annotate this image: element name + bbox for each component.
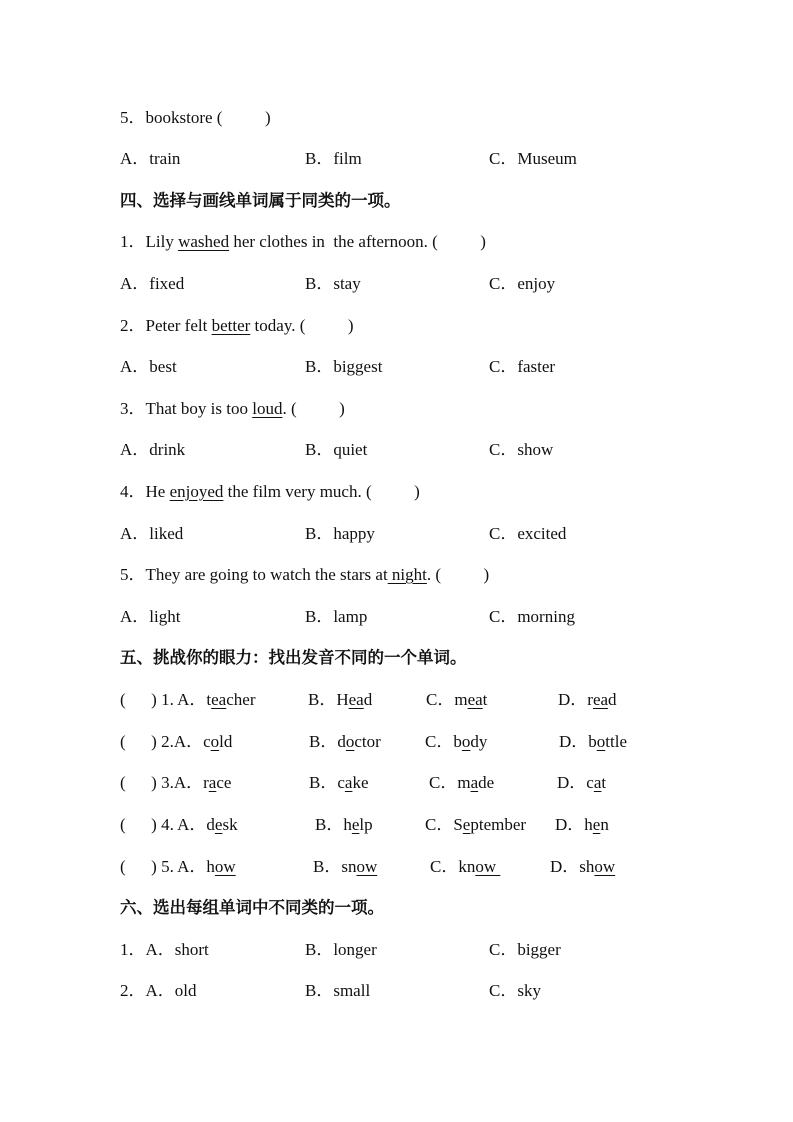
word-start: B．sn <box>313 857 357 876</box>
pronunciation-row-1-d <box>558 689 617 711</box>
row-lead: ( ) 5. A．h <box>120 857 215 876</box>
row-lead: ( ) 3.A．r <box>120 773 209 792</box>
pronunciation-row-2-c <box>425 731 487 753</box>
pronunciation-row-3-b <box>309 772 368 794</box>
question-3-5-stem: 5．bookstore ( ) <box>120 108 271 127</box>
word-start: C．m <box>429 773 471 792</box>
pronunciation-row-4-c <box>425 814 526 836</box>
option-b: B．film <box>305 149 362 168</box>
underlined-letters: o <box>461 732 471 751</box>
word-start: B．H <box>308 690 349 709</box>
stem-text: 1．Lily <box>120 232 179 251</box>
underlined-letters: a <box>208 773 217 792</box>
underlined-word: washed <box>178 232 230 251</box>
question-4-1-stem <box>120 231 486 253</box>
word-rest: lp <box>359 815 373 834</box>
stem-text: the film very much. ( ) <box>223 482 420 501</box>
option-a: A．best <box>120 357 177 376</box>
pronunciation-row-2-b <box>309 731 381 753</box>
stem-text: . ( ) <box>282 399 345 418</box>
word-rest: t <box>482 690 488 709</box>
word-start: C．S <box>425 815 463 834</box>
underlined-letters: ow <box>214 857 236 876</box>
section-4-title: 四、选择与画线单词属于同类的一项。 <box>120 191 401 210</box>
section-5-title: 五、挑战你的眼力：找出发音不同的一个单词。 <box>120 648 467 667</box>
stem-text: . ( ) <box>426 565 490 584</box>
underlined-letters: ea <box>592 690 609 709</box>
stem-text: 2．Peter felt <box>120 316 212 335</box>
option-a: A．drink <box>120 440 186 459</box>
underlined-letters: e <box>592 815 601 834</box>
pronunciation-row-2-d <box>559 731 627 753</box>
row-lead: ( ) 4. A．d <box>120 815 215 834</box>
option-b: B．biggest <box>305 357 383 376</box>
word-rest: n <box>600 815 609 834</box>
pronunciation-row-4-b <box>315 814 373 836</box>
question-6-2-option-a: 2．A．old <box>120 981 197 1000</box>
word-start: D．sh <box>550 857 595 876</box>
stem-text: today. ( ) <box>250 316 354 335</box>
word-rest: ce <box>216 773 232 792</box>
question-4-2-stem <box>120 315 354 337</box>
word-rest: de <box>478 773 495 792</box>
question-6-2-option-b: B．small <box>305 981 371 1000</box>
word-start: C．b <box>425 732 462 751</box>
word-start: C．m <box>426 690 468 709</box>
pronunciation-row-5-a <box>120 856 236 878</box>
word-start: B．d <box>309 732 346 751</box>
underlined-letters: e <box>214 815 223 834</box>
word-rest: ld <box>219 732 233 751</box>
stem-text: 3．That boy is too <box>120 399 253 418</box>
pronunciation-row-1-c <box>426 689 487 711</box>
option-b: B．quiet <box>305 440 368 459</box>
underlined-letters: ea <box>348 690 364 709</box>
underlined-letters: a <box>593 773 602 792</box>
stem-text: her clothes in the afternoon. ( ) <box>229 232 486 251</box>
pronunciation-row-4-d <box>555 814 609 836</box>
pronunciation-row-5-b <box>313 856 377 878</box>
option-b: B．happy <box>305 524 375 543</box>
word-start: C．kn <box>430 857 476 876</box>
pronunciation-row-3-d <box>557 772 606 794</box>
question-6-2-option-c: C．sky <box>489 981 541 1000</box>
word-start: D．b <box>559 732 597 751</box>
underlined-letters: ow <box>594 857 616 876</box>
option-c: C．enjoy <box>489 274 556 293</box>
word-rest: ke <box>352 773 369 792</box>
word-rest: ttle <box>605 732 627 751</box>
question-6-1-option-b: B．longer <box>305 940 377 959</box>
pronunciation-row-1-b <box>308 689 372 711</box>
question-4-4-stem <box>120 481 420 503</box>
option-c: C．show <box>489 440 554 459</box>
option-a: A．train <box>120 149 181 168</box>
word-start: B．c <box>309 773 345 792</box>
word-start: D．r <box>558 690 593 709</box>
word-start: B．h <box>315 815 352 834</box>
pronunciation-row-4-a <box>120 814 238 836</box>
pronunciation-row-3-a <box>120 772 231 794</box>
underlined-word: night <box>387 565 427 584</box>
pronunciation-row-5-c <box>430 856 500 878</box>
underlined-word: better <box>211 316 251 335</box>
section-6-title: 六、选出每组单词中不同类的一项。 <box>120 898 384 917</box>
option-a: A．liked <box>120 524 184 543</box>
option-a: A．light <box>120 607 181 626</box>
underlined-letters: e <box>462 815 471 834</box>
word-rest: d <box>608 690 617 709</box>
word-start: D．h <box>555 815 593 834</box>
question-4-3-stem <box>120 398 345 420</box>
word-rest: t <box>601 773 607 792</box>
word-rest: ctor <box>354 732 381 751</box>
option-b: B．lamp <box>305 607 368 626</box>
underlined-letters: o <box>345 732 355 751</box>
option-c: C．excited <box>489 524 567 543</box>
underlined-letters: o <box>210 732 220 751</box>
word-rest: ptember <box>470 815 527 834</box>
underlined-letters: ow <box>356 857 378 876</box>
question-6-1-option-a: 1．A．short <box>120 940 209 959</box>
word-rest: d <box>363 690 373 709</box>
option-c: C．Museum <box>489 149 577 168</box>
option-b: B．stay <box>305 274 361 293</box>
underlined-letters: e <box>351 815 360 834</box>
option-a: A．fixed <box>120 274 185 293</box>
word-rest: cher <box>226 690 256 709</box>
pronunciation-row-2-a <box>120 731 232 753</box>
option-c: C．faster <box>489 357 556 376</box>
question-6-1-option-c: C．bigger <box>489 940 561 959</box>
underlined-letters: ea <box>467 690 483 709</box>
word-rest: sk <box>222 815 238 834</box>
option-c: C．morning <box>489 607 575 626</box>
underlined-letters: ow <box>475 857 501 876</box>
underlined-word: loud <box>252 399 283 418</box>
word-rest: dy <box>470 732 488 751</box>
pronunciation-row-3-c <box>429 772 494 794</box>
stem-text: 4．He <box>120 482 170 501</box>
stem-text: 5．They are going to watch the stars at <box>120 565 388 584</box>
pronunciation-row-5-d <box>550 856 615 878</box>
underlined-letters: a <box>344 773 353 792</box>
underlined-word: enjoyed <box>169 482 224 501</box>
row-lead: ( ) 2.A．c <box>120 732 211 751</box>
underlined-letters: o <box>596 732 606 751</box>
word-start: D．c <box>557 773 594 792</box>
question-4-5-stem <box>120 564 489 586</box>
pronunciation-row-1-a <box>120 689 256 711</box>
underlined-letters: a <box>470 773 479 792</box>
underlined-letters: ea <box>211 690 227 709</box>
row-lead: ( ) 1. A．t <box>120 690 212 709</box>
